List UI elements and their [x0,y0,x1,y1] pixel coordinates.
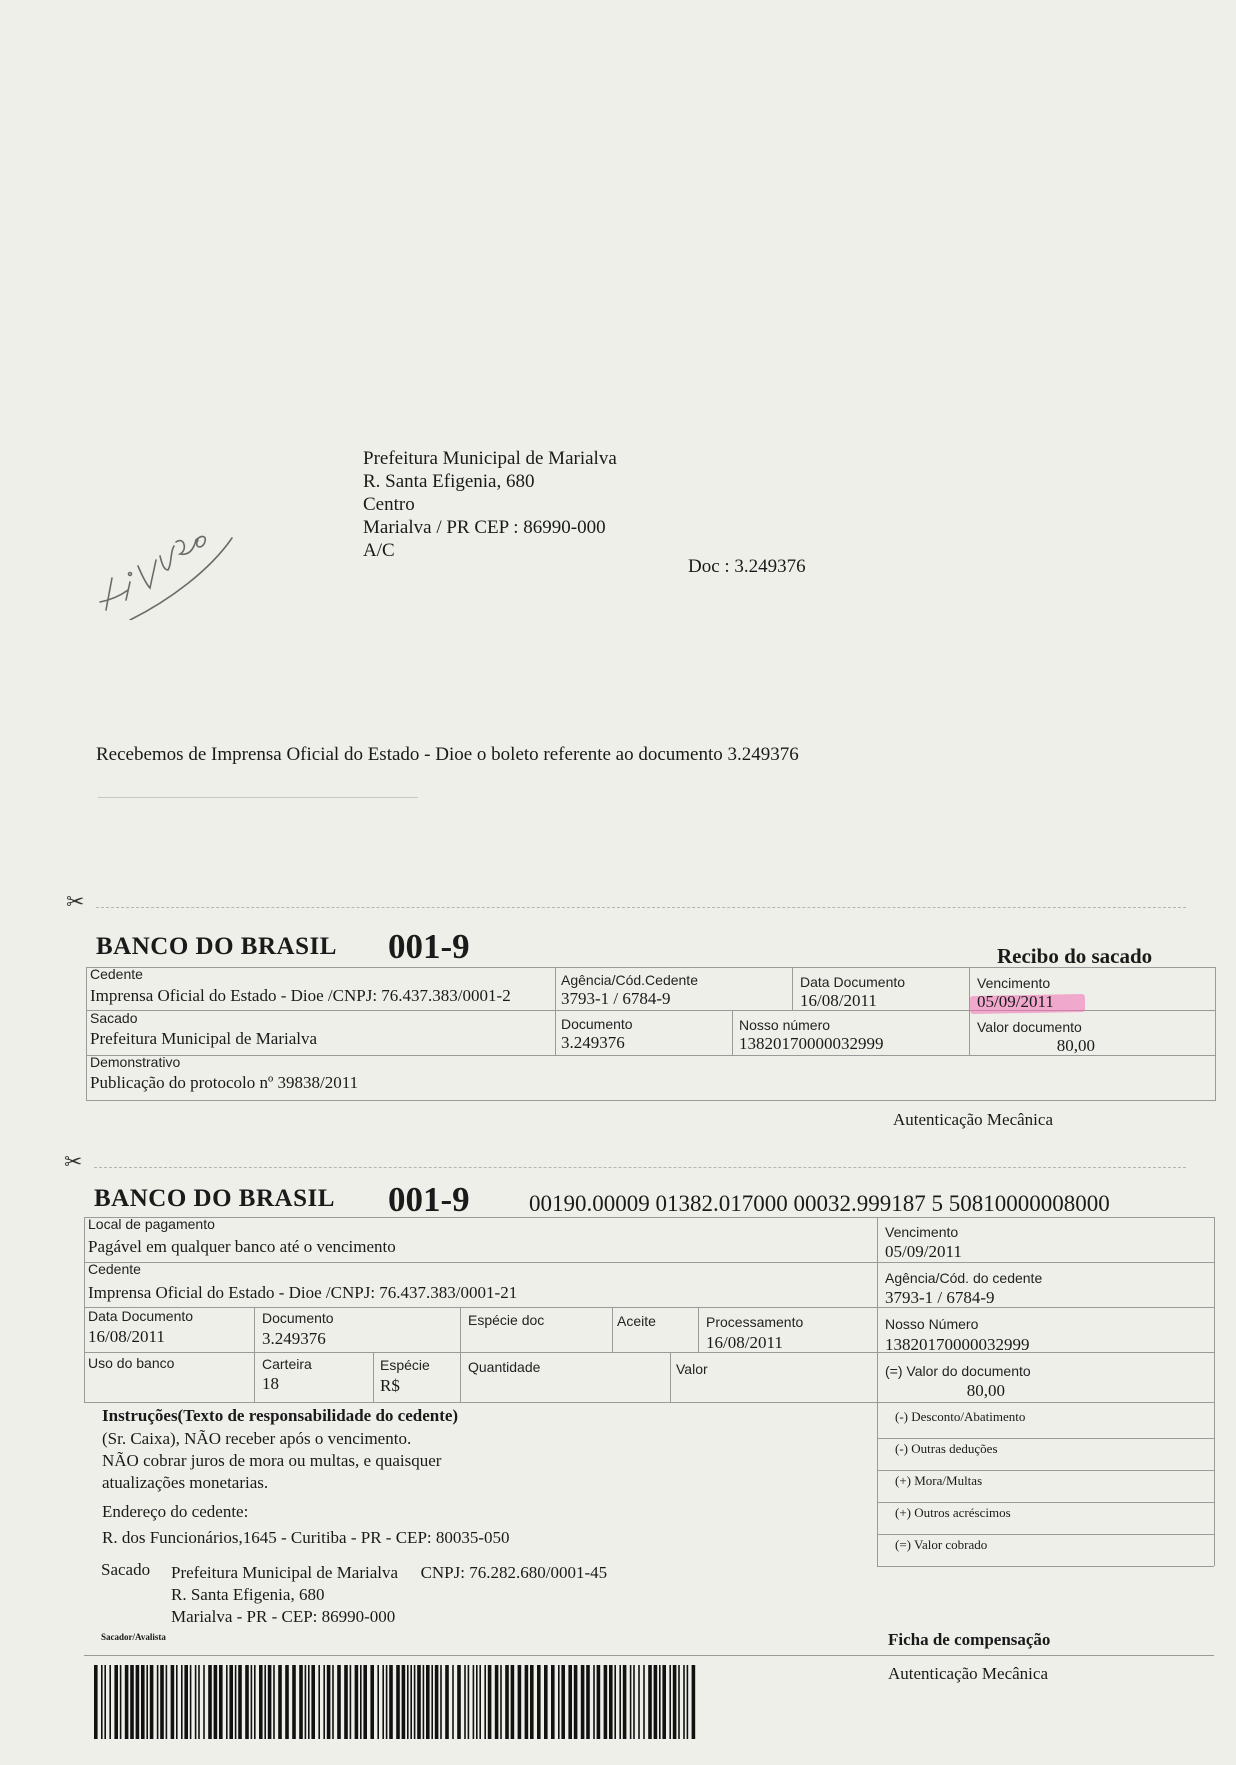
recibo-title: Recibo do sacado [997,944,1153,968]
outros-acrescimos-label: (+) Outros acréscimos [895,1505,1011,1520]
grid-line [877,1566,1214,1567]
valor-documento-label: Valor documento [977,1019,1082,1035]
nosso-numero-label: Nosso Número [885,1316,979,1332]
grid-line [732,1010,733,1055]
scissors-icon: ✂ [64,1150,83,1175]
grid-line [612,1307,613,1352]
grid-line [84,1217,1214,1218]
recipient-address [363,447,617,562]
desconto-label: (-) Desconto/Abatimento [895,1409,1026,1424]
cedente-label: Cedente [90,966,143,982]
vencimento-label: Vencimento [977,975,1051,991]
mora-multas-label: (+) Mora/Multas [895,1473,983,1488]
sacado-value: Prefeitura Municipal de Marialva [90,1029,318,1048]
endereco-cedente-value: R. dos Funcionários,1645 - Curitiba - PR - CEP: 80035-050 [102,1528,510,1547]
especie-label: Espécie [380,1357,430,1373]
sacado-address [171,1562,607,1628]
documento-value: 3.249376 [561,1033,625,1052]
grid-line [877,1438,1214,1439]
grid-line [877,1534,1214,1535]
quantidade-label: Quantidade [468,1359,541,1375]
grid-line [254,1307,255,1402]
sacado-name-line [171,1562,607,1584]
especie-doc-label: Espécie doc [468,1312,545,1328]
cut-line [94,1167,1186,1168]
data-documento-value: 16/08/2011 [88,1327,165,1346]
documento-label: Documento [262,1310,334,1326]
recipient-name: Prefeitura Municipal de Marialva [363,448,617,469]
sacador-avalista-label: Sacador/Avalista [101,1632,166,1642]
especie-value: R$ [380,1376,400,1395]
recipient-street: R. Santa Efigenia, 680 [363,471,535,492]
valor-label: Valor [676,1361,708,1377]
grid-line [555,967,556,1055]
nosso-numero-label: Nosso número [739,1017,831,1033]
sacado-label: Sacado [101,1560,151,1579]
autenticacao-mecanica: Autenticação Mecânica [893,1110,1053,1129]
bank-code: 001-9 [388,927,470,966]
documento-value: 3.249376 [262,1329,326,1348]
nosso-numero-value: 13820170000032999 [885,1335,1030,1354]
agencia-value: 3793-1 / 6784-9 [885,1288,995,1307]
sacado-name: Prefeitura Municipal de Marialva [171,1563,399,1582]
instrucoes-title: Instruções(Texto de responsabilidade do cedente) [102,1406,459,1425]
signature-line [98,797,418,798]
bank-name: BANCO DO BRASIL [96,933,337,960]
scissors-icon: ✂ [66,890,85,915]
endereco-cedente-label: Endereço do cedente: [102,1502,249,1521]
grid-line [1214,1217,1215,1566]
sacado-street: R. Santa Efigenia, 680 [171,1585,325,1604]
instrucao-line: NÃO cobrar juros de mora ou multas, e quaisquer [102,1451,442,1470]
grid-line [877,1217,878,1566]
grid-line [1215,967,1216,1100]
ficha-title: Ficha de compensação [888,1630,1051,1649]
recipient-district: Centro [363,494,415,515]
processamento-label: Processamento [706,1314,804,1330]
grid-line [877,1470,1214,1471]
vencimento-value: 05/09/2011 [977,992,1054,1011]
grid-line [84,1217,85,1402]
instrucao-line: (Sr. Caixa), NÃO receber após o vencimento. [102,1429,412,1448]
cedente-value: Imprensa Oficial do Estado - Dioe /CNPJ: 76.437.383/0001-21 [88,1283,518,1302]
handwritten-note-signature [90,490,250,620]
agencia-value: 3793-1 / 6784-9 [561,989,671,1008]
carteira-value: 18 [262,1374,279,1393]
grid-line [670,1352,671,1402]
documento-label: Documento [561,1016,633,1032]
grid-line [86,967,1216,968]
grid-line [84,1655,1214,1656]
vencimento-value: 05/09/2011 [885,1242,962,1261]
aceite-label: Aceite [617,1313,656,1329]
grid-line [84,1402,1214,1403]
cedente-value: Imprensa Oficial do Estado - Dioe /CNPJ: 76.437.383/0001-2 [90,986,511,1005]
bank-code: 001-9 [388,1180,470,1219]
doc-reference: Doc : 3.249376 [688,556,806,577]
valor-documento-value: 80,00 [1056,1036,1095,1055]
grid-line [373,1352,374,1402]
agencia-label: Agência/Cód.Cedente [561,972,698,988]
grid-line [877,1502,1214,1503]
cut-line [96,907,1186,908]
nosso-numero-value: 13820170000032999 [739,1034,884,1053]
sacado-city: Marialva - PR - CEP: 86990-000 [171,1607,396,1626]
carteira-label: Carteira [262,1356,312,1372]
valor-cobrado-label: (=) Valor cobrado [895,1537,988,1552]
vencimento-label: Vencimento [885,1224,959,1240]
autenticacao-mecanica: Autenticação Mecânica [888,1664,1048,1683]
instrucao-line: atualizações monetarias. [102,1473,269,1492]
sacado-cnpj: CNPJ: 76.282.680/0001-45 [420,1563,608,1582]
demonstrativo-value: Publicação do protocolo nº 39838/2011 [90,1073,359,1092]
grid-line [86,1100,1216,1101]
grid-line [792,967,793,1010]
outras-deducoes-label: (-) Outras deduções [895,1441,998,1456]
data-documento-label: Data Documento [88,1308,194,1324]
demonstrativo-label: Demonstrativo [90,1054,181,1070]
sacado-label: Sacado [90,1010,138,1026]
cedente-label: Cedente [88,1261,141,1277]
instrucoes-text [102,1428,441,1494]
grid-line [460,1307,461,1402]
recipient-city: Marialva / PR CEP : 86990-000 [363,517,606,538]
data-documento-label: Data Documento [800,974,906,990]
bank-name: BANCO DO BRASIL [94,1185,335,1212]
recipient-attn: A/C [363,540,395,561]
valor-documento-value: 80,00 [966,1381,1005,1400]
grid-line [86,967,87,1100]
linha-digitavel: 00190.00009 01382.017000 00032.999187 5 50810000008000 [529,1191,1110,1216]
grid-line [698,1307,699,1352]
data-documento-value: 16/08/2011 [800,991,877,1010]
processamento-value: 16/08/2011 [706,1333,783,1352]
local-pagamento-label: Local de pagamento [88,1216,215,1232]
agencia-label: Agência/Cód. do cedente [885,1270,1043,1286]
local-pagamento-value: Pagável em qualquer banco até o vencimento [88,1237,396,1256]
barcode-icon [92,1665,698,1739]
receipt-statement: Recebemos de Imprensa Oficial do Estado - Dioe o boleto referente ao documento 3.249376 [96,744,799,765]
grid-line [84,1262,1214,1263]
valor-documento-label: (=) Valor do documento [885,1363,1031,1379]
uso-do-banco-label: Uso do banco [88,1355,175,1371]
